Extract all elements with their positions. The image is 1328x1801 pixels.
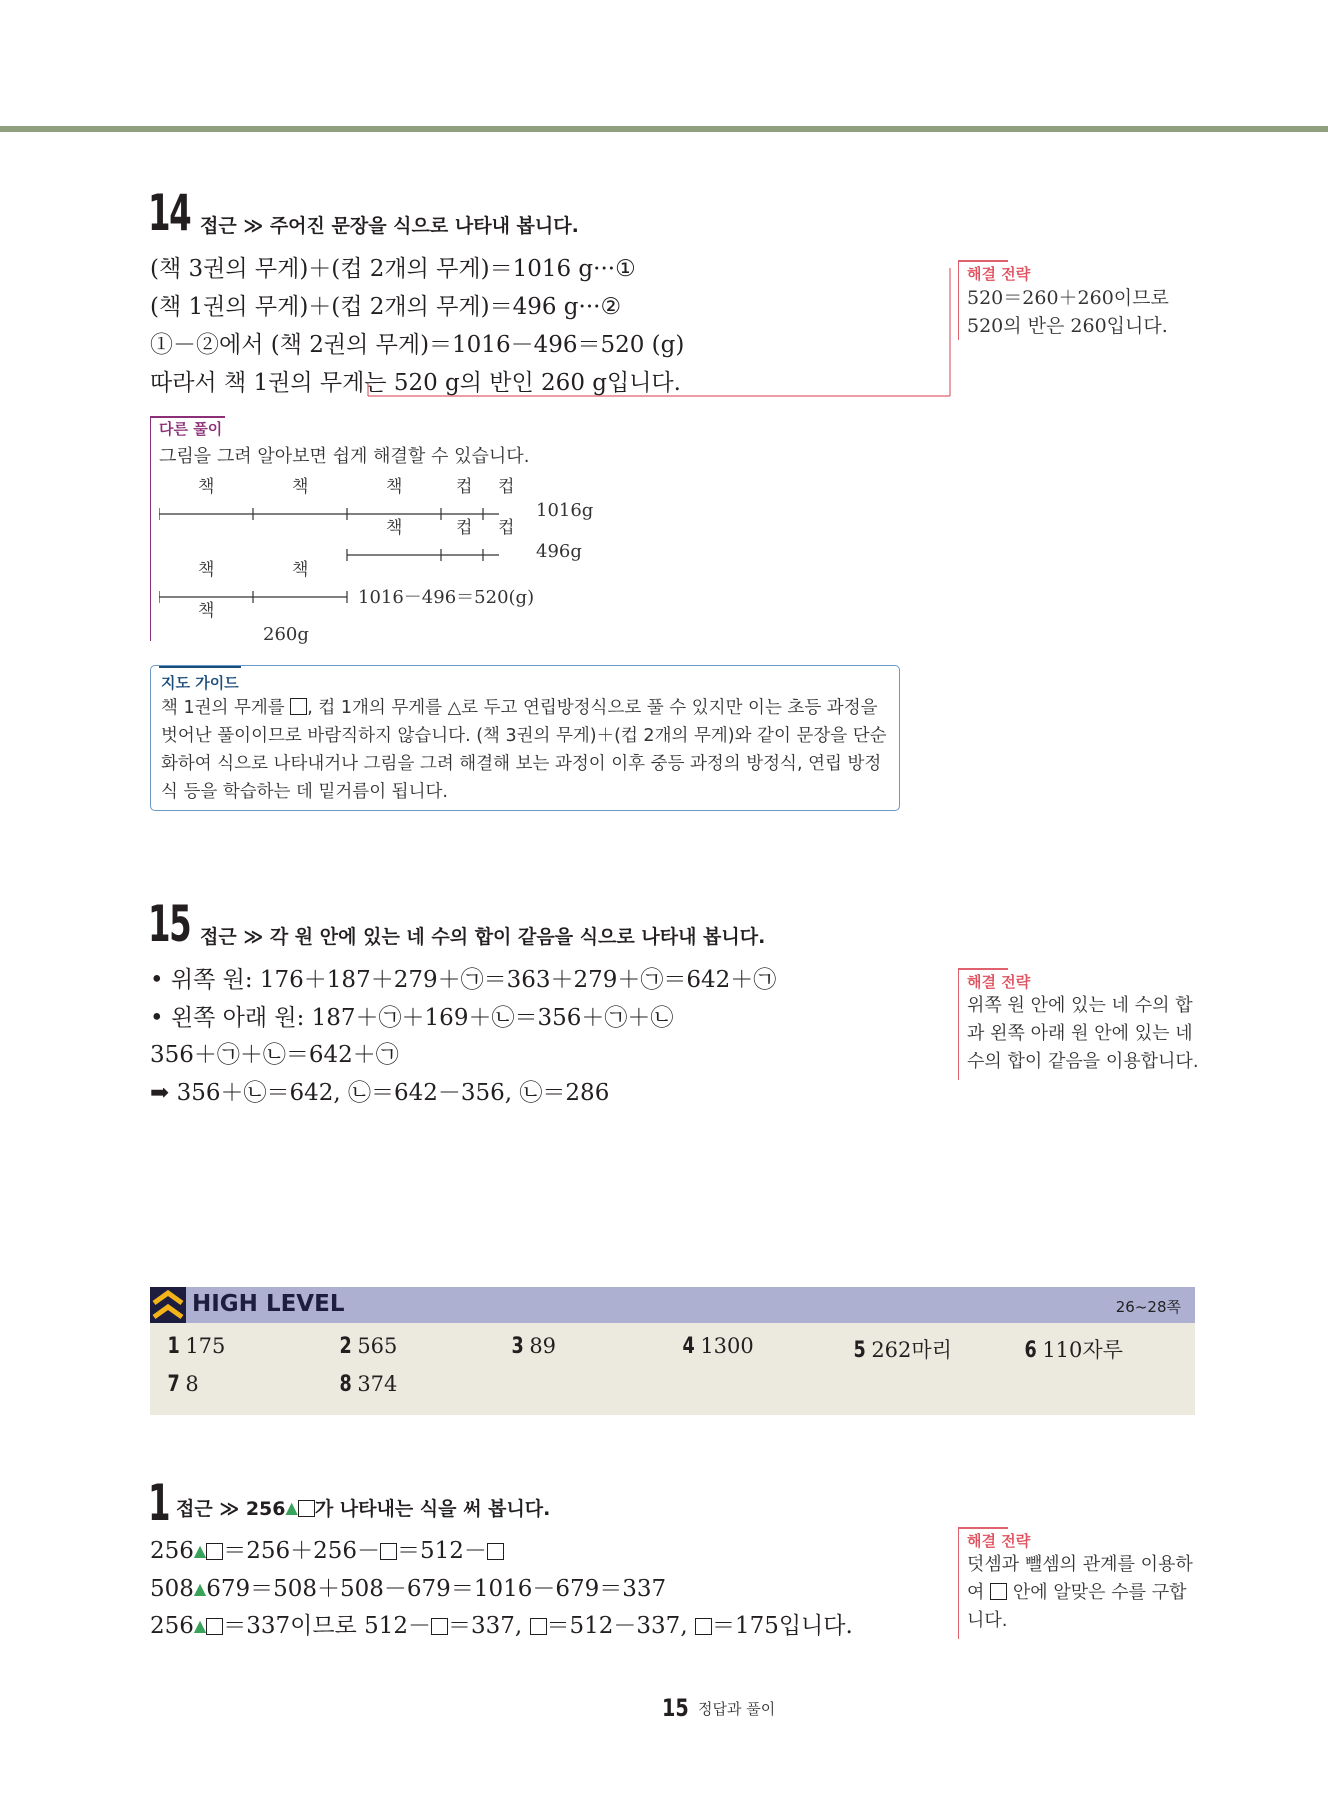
diag-total-260: 260g bbox=[263, 624, 309, 645]
expr-part: 679＝508＋508－679＝1016－679＝337 bbox=[206, 1576, 667, 1602]
triangle-operator-icon: ▲ bbox=[193, 1616, 207, 1635]
answer-value: 175 bbox=[185, 1334, 226, 1358]
strategy-line-1: 위쪽 원 안에 있는 네 수의 합 bbox=[967, 995, 1193, 1016]
square-symbol bbox=[695, 1618, 712, 1635]
answer-number: 1 bbox=[167, 1334, 180, 1359]
q1-line-1 bbox=[150, 1532, 504, 1570]
q15-line-3: 356＋㉠＋㉡＝642＋㉠ bbox=[150, 1042, 399, 1068]
diag-book-label: 책 bbox=[198, 601, 215, 621]
expr-part: ＝256＋256－ bbox=[223, 1538, 381, 1564]
answer-item bbox=[510, 1334, 556, 1359]
strategy-tag: 해결 전략 bbox=[967, 1527, 1202, 1551]
strategy-line-1: 520＝260＋260이므로 bbox=[967, 287, 1169, 309]
answer-item bbox=[338, 1334, 397, 1359]
answer-value: 374 bbox=[357, 1372, 398, 1396]
tag-underline bbox=[159, 666, 241, 668]
strategy-line-3: 니다. bbox=[967, 1610, 1008, 1631]
strategy-connector-line bbox=[360, 268, 960, 408]
high-level-title: HIGH LEVEL bbox=[192, 1291, 345, 1317]
answer-item bbox=[681, 1334, 754, 1359]
alternative-solution-box bbox=[150, 416, 711, 645]
question-1-approach bbox=[176, 1494, 550, 1521]
answer-number: 7 bbox=[167, 1372, 180, 1397]
diag-cup-label: 컵 bbox=[456, 477, 473, 497]
teaching-guide-tag: 지도 가이드 bbox=[161, 674, 239, 692]
q14-line-3: ①－②에서 (책 2권의 무게)＝1016－496＝520 (g) bbox=[150, 332, 685, 358]
q15-line-4: ➡ 356＋㉡＝642, ㉡＝642－356, ㉡＝286 bbox=[150, 1080, 610, 1106]
answer-value: 89 bbox=[529, 1334, 557, 1358]
triangle-operator-icon: ▲ bbox=[193, 1579, 207, 1598]
square-symbol bbox=[487, 1543, 504, 1560]
expr-part: 256 bbox=[150, 1613, 194, 1639]
strategy-prefix: 여 bbox=[967, 1582, 991, 1603]
answer-number: 6 bbox=[1024, 1338, 1037, 1363]
diag-book-label: 책 bbox=[386, 518, 403, 538]
square-symbol bbox=[290, 698, 307, 715]
answer-value: 565 bbox=[357, 1334, 398, 1358]
teaching-guide-box bbox=[150, 665, 900, 811]
diag-difference: 1016－496＝520(g) bbox=[358, 587, 535, 608]
expr-part: ＝337, bbox=[447, 1613, 530, 1639]
q1-line-2 bbox=[150, 1570, 666, 1608]
strategy-line-1: 덧셈과 뺄셈의 관계를 이용하 bbox=[967, 1554, 1193, 1575]
question-14-approach: 접근 ≫ 주어진 문장을 식으로 나타내 봅니다. bbox=[200, 215, 579, 237]
square-symbol bbox=[206, 1543, 223, 1560]
alternative-solution-tag: 다른 풀이 bbox=[159, 420, 223, 438]
answer-number: 5 bbox=[853, 1338, 866, 1363]
answer-value: 262마리 bbox=[871, 1338, 952, 1362]
triangle-operator-icon: ▲ bbox=[193, 1541, 207, 1560]
chevron-logo-icon bbox=[150, 1287, 186, 1323]
q1-line-3 bbox=[150, 1607, 853, 1645]
diag-book-label: 책 bbox=[292, 560, 309, 580]
q14-line-4: 따라서 책 1권의 무게는 520 g의 반인 260 g입니다. bbox=[150, 370, 681, 396]
q14-line-2: (책 1권의 무게)＋(컵 2개의 무게)＝496 g···② bbox=[150, 294, 622, 320]
answer-item bbox=[166, 1372, 199, 1397]
guide-text-b: , 컵 1개의 무게를 △로 두고 연립방정식으로 풀 수 있지만 이는 초등 과정을 벗어난 풀이이므로 바람직하지 않습니다. (책 3권의 무게)＋(컵 2개의 무게)와 같이 문장을 단순화하여 식으로 나타내거나 그림을 그려 해결해 보는 과정이 이후 중등 과정의 방정식, 연립 방정식 등을 학습하는 데 밑거름이 됩니다. bbox=[161, 698, 887, 802]
diag-total-496: 496g bbox=[536, 541, 582, 562]
expr-part: 256 bbox=[150, 1538, 194, 1564]
expr-part: 508 bbox=[150, 1576, 194, 1602]
triangle-operator-icon: ▲ bbox=[285, 1498, 298, 1517]
guide-text-a: 책 1권의 무게를 bbox=[161, 698, 291, 718]
answer-item bbox=[1023, 1334, 1123, 1364]
footer-label: 정답과 풀이 bbox=[698, 1700, 776, 1718]
square-symbol bbox=[530, 1618, 547, 1635]
expr-part: ＝512－ bbox=[397, 1538, 487, 1564]
answer-item bbox=[166, 1334, 225, 1359]
high-level-page-range: 26~28쪽 bbox=[1115, 1298, 1181, 1316]
diag-book-label: 책 bbox=[198, 560, 215, 580]
strategy-tag: 해결 전략 bbox=[967, 260, 1177, 284]
q15-strategy-box bbox=[958, 968, 1202, 1080]
answer-item bbox=[338, 1372, 397, 1397]
diag-cup-label: 컵 bbox=[456, 518, 473, 538]
strategy-text: 안에 알맞은 수를 구합 bbox=[1012, 1582, 1187, 1603]
answer-number: 2 bbox=[339, 1334, 352, 1359]
answer-value: 1300 bbox=[700, 1334, 754, 1358]
expr-part: ＝337이므로 512－ bbox=[223, 1613, 431, 1639]
top-divider-bar bbox=[0, 126, 1328, 132]
answer-item bbox=[852, 1334, 952, 1364]
square-symbol bbox=[990, 1583, 1007, 1600]
approach-text-b: 가 나타내는 식을 써 봅니다. bbox=[314, 1498, 551, 1520]
page-number: 15 bbox=[662, 1694, 689, 1722]
high-level-answers bbox=[150, 1323, 1195, 1415]
diag-book-label: 책 bbox=[386, 477, 403, 497]
q15-line-2: • 왼쪽 아래 원: 187＋㉠＋169＋㉡＝356＋㉠＋㉡ bbox=[150, 1005, 674, 1031]
answer-number: 3 bbox=[511, 1334, 524, 1359]
diag-total-1016: 1016g bbox=[536, 500, 594, 521]
square-symbol bbox=[206, 1618, 223, 1635]
q1-strategy-box bbox=[958, 1527, 1202, 1639]
answer-value: 110자루 bbox=[1042, 1338, 1123, 1362]
answer-value: 8 bbox=[185, 1372, 199, 1396]
q14-line-1: (책 3권의 무게)＋(컵 2개의 무게)＝1016 g···① bbox=[150, 256, 636, 282]
question-15-approach: 접근 ≫ 각 원 안에 있는 네 수의 합이 같음을 식으로 나타내 봅니다. bbox=[200, 926, 766, 948]
expr-part: ＝512－337, bbox=[546, 1613, 695, 1639]
diag-book-label: 책 bbox=[292, 477, 309, 497]
square-symbol bbox=[431, 1618, 448, 1635]
approach-text-a: 접근 ≫ 256 bbox=[176, 1498, 286, 1520]
diag-book-label: 책 bbox=[198, 477, 215, 497]
diag-cup-label: 컵 bbox=[498, 518, 515, 538]
strategy-line-2 bbox=[967, 1579, 1202, 1607]
high-level-header bbox=[150, 1287, 1195, 1323]
strategy-line-3: 수의 합이 같음을 이용합니다. bbox=[967, 1051, 1199, 1072]
answer-number: 8 bbox=[339, 1372, 352, 1397]
expr-part: ＝175입니다. bbox=[711, 1613, 853, 1639]
strategy-tag: 해결 전략 bbox=[967, 968, 1202, 992]
answer-number: 4 bbox=[682, 1334, 695, 1359]
q14-strategy-box bbox=[958, 260, 1177, 340]
square-symbol bbox=[380, 1543, 397, 1560]
square-symbol bbox=[298, 1500, 315, 1517]
question-14-number: 14 bbox=[148, 184, 191, 242]
teaching-guide-text bbox=[161, 694, 891, 806]
alternative-solution-intro: 그림을 그려 알아보면 쉽게 해결할 수 있습니다. bbox=[159, 446, 530, 467]
question-1-number: 1 bbox=[148, 1474, 170, 1532]
question-15-number: 15 bbox=[148, 895, 191, 953]
q15-line-1: • 위쪽 원: 176＋187＋279＋㉠＝363＋279＋㉠＝642＋㉠ bbox=[150, 967, 777, 993]
strategy-line-2: 과 왼쪽 아래 원 안에 있는 네 bbox=[967, 1023, 1193, 1044]
strategy-line-2: 520의 반은 260입니다. bbox=[967, 315, 1168, 337]
diag-cup-label: 컵 bbox=[498, 477, 515, 497]
